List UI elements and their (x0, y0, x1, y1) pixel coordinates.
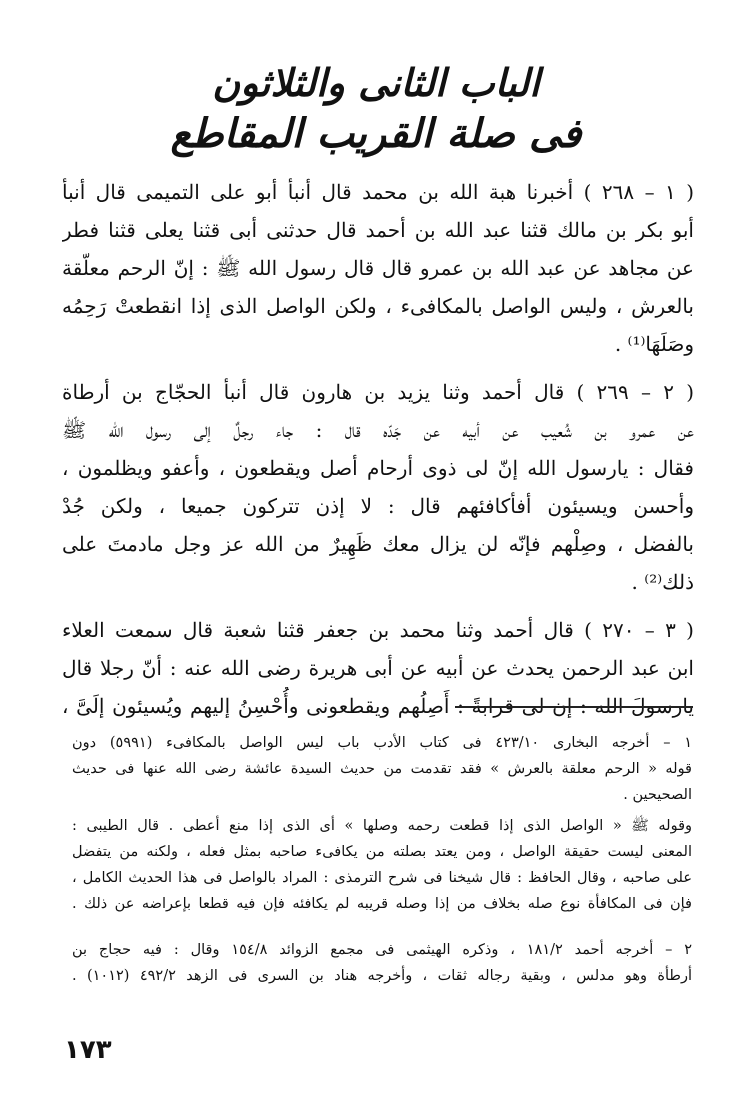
footnote-line: قوله « الرحم معلقة بالعرش » فقد تقدمت من حديث السيدة عائشة رضى الله عنها فى حديث (72, 761, 692, 777)
text-line: ( ٣ – ٢٧٠ ) قال أحمد وثنا محمد بن جعفر قثنا شعبة قال سمعت العلاء (62, 618, 694, 642)
text-line: ( ١ – ٢٦٨ ) أخبرنا هبة الله بن محمد قال أنبأ أبو على التميمى قال أنبأ (62, 180, 694, 204)
footnote-divider (455, 706, 693, 708)
chapter-subtitle: فى صلة القريب المقاطع (170, 111, 582, 157)
text-line: ابن عبد الرحمن يحدث عن أبيه عن أبى هريرة رضى الله عنه : أنّ رجلا قال (62, 656, 694, 680)
footnote-line: على صاحبه ، وقال الحافظ : قال شيخنا فى شرح الترمذى : المراد بالواصل فى هذا الحديث الكامل ، (72, 870, 692, 886)
hadith-269 (62, 373, 694, 601)
main-text (62, 173, 694, 725)
footnote-2 (72, 937, 692, 989)
text-line: عن عمرو بن شُعيب عن أبيه عن جَدّه قال : جاء رجلٌ إلى رسول الله ﷺ (62, 418, 694, 442)
chapter-title: الباب الثانى والثلاثون (212, 61, 540, 105)
hadith-268 (62, 173, 694, 363)
page-number: ١٧٣ (64, 1035, 112, 1065)
text-line: يارسولَ الله : إن لى قرابةً : أَصِلُهم ويقطعونى وأُحْسِنُ إليهم ويُسيئون إلَىَّ ، (62, 694, 694, 718)
footnote-line: فإن فى المكافأة نوع صله بخلاف من إذا وصله قريبه لم يكافئه فإن فيه قطعا بإعراضه عن ذلك . (72, 896, 692, 912)
text-line: وصَلَهَا⁽¹⁾ . (614, 332, 694, 356)
footnote-line: وقوله ﷺ « الواصل الذى إذا قطعت رحمه وصلها » أى الذى إذا منع أعطى . قال الطيبى : (72, 818, 692, 834)
text-line: ذلك⁽²⁾ . (631, 570, 694, 594)
text-line: وأحسن ويسيئون أفأكافئهم قال : لا إذن تتركون جميعا ، ولكن جُدْ (62, 494, 694, 518)
footnote-line: الصحيحين . (623, 787, 692, 803)
text-line: أبو بكر بن مالك قثنا عبد الله بن أحمد قال حدثنى أبى قثنا يعلى قثنا فطر (62, 218, 694, 242)
text-line: عن مجاهد عن عبد الله بن عمرو قال قال رسول الله ﷺ : إنّ الرحم معلّقة (62, 256, 694, 280)
footnote-line: ١ – أخرجه البخارى ٤٢٣/١٠ فى كتاب الأدب باب ليس الواصل بالمكافىء (٥٩٩١) دون (72, 735, 692, 751)
footnote-line: المعنى ليست حقيقة الواصل ، ومن يعتد بصلته من يكافىء صاحبه بمثل فعله ، ولكنه من يتفضل (72, 844, 692, 860)
text-line: بالفضل ، وصِلْهم فإنّه لن يزال معك ظَهِيرٌ من الله عز وجل مادمتَ على (62, 532, 694, 556)
text-line: بالعرش ، وليس الواصل بالمكافىء ، ولكن الواصل الذى إذا انقطعتْ رَحِمُه (62, 294, 694, 318)
footnote-line: أرطأة وهو مدلس ، وبقية رجاله ثقات ، وأخرجه هناد بن السرى فى الزهد ٤٩٢/٢ (١٠١٢) . (72, 968, 692, 984)
footnote-line: ٢ – أخرجه أحمد ١٨١/٢ ، وذكره الهيثمى فى مجمع الزوائد ١٥٤/٨ وقال : فيه حجاج بن (72, 942, 692, 958)
footnote-1-commentary (72, 813, 692, 917)
text-line: فقال : يارسول الله إنّ لى ذوى أرحام أصل ويقطعون ، وأعفو ويظلمون ، (62, 456, 694, 480)
footnote-1 (72, 730, 692, 808)
text-line: ( ٢ – ٢٦٩ ) قال أحمد وثنا يزيد بن هارون قال أنبأ الحجّاج بن أرطاة (62, 380, 694, 404)
